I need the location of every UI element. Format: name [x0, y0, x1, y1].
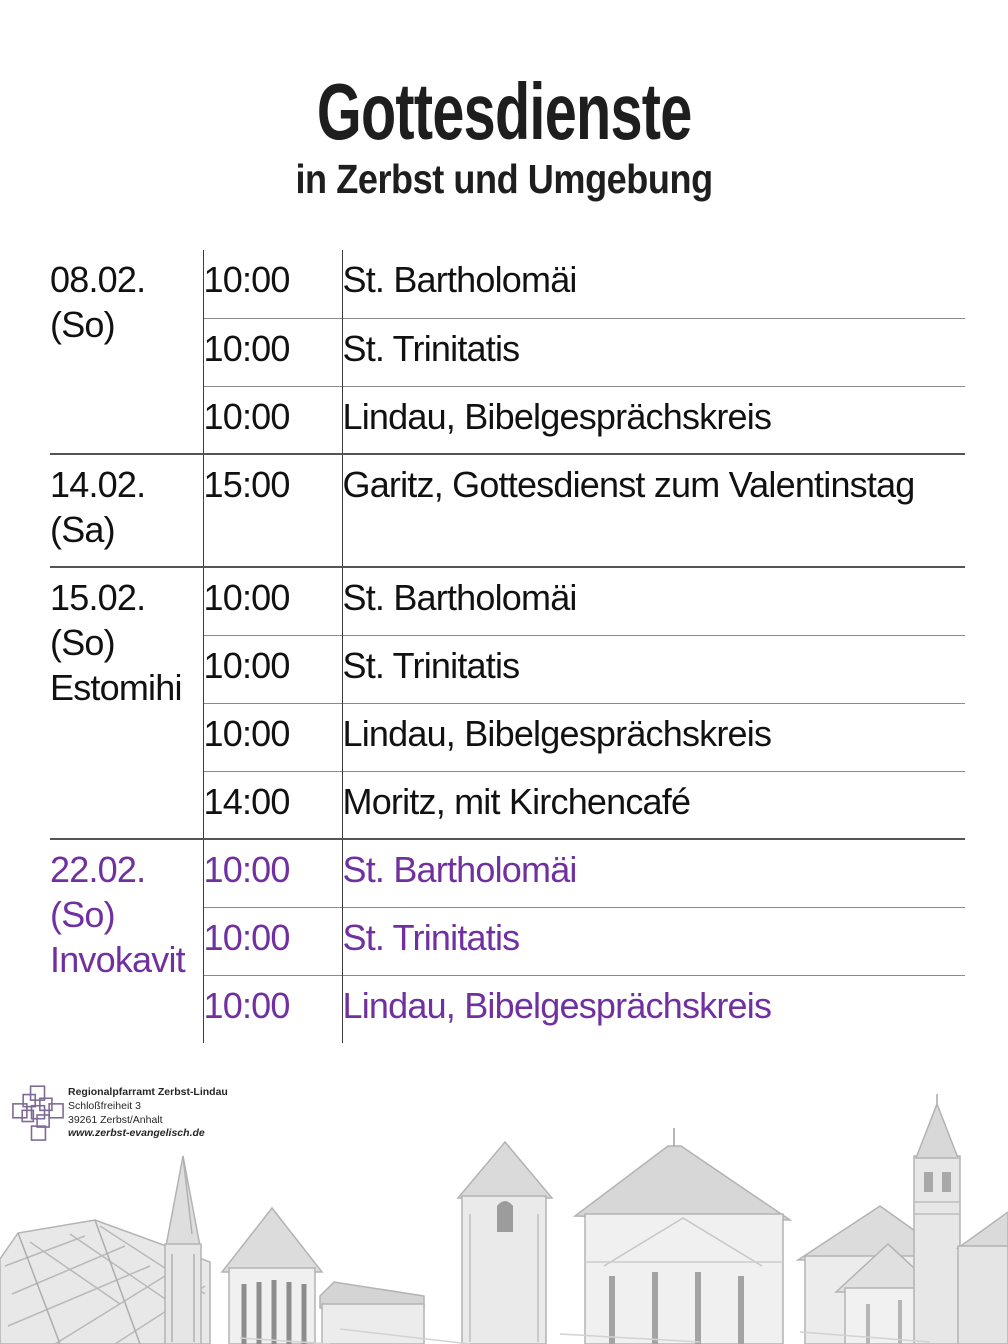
time-cell: 10:00 — [203, 250, 342, 318]
location-cell: Lindau, Bibelgesprächskreis — [342, 975, 965, 1043]
schedule-row — [50, 454, 965, 567]
location-cell: Lindau, Bibelgesprächskreis — [342, 703, 965, 771]
time-cell: 14:00 — [203, 771, 342, 839]
page-title-text: Gottesdienste — [316, 67, 692, 156]
time-cell: 10:00 — [203, 386, 342, 454]
date-cell — [50, 250, 203, 454]
weekday-label: (So) — [50, 894, 115, 935]
town-sketch-image — [0, 1094, 1008, 1344]
location-cell: St. Bartholomäi — [342, 839, 965, 907]
time-cell: 10:00 — [203, 703, 342, 771]
time-cell: 10:00 — [203, 907, 342, 975]
street-address: Schloßfreiheit 3 — [68, 1099, 141, 1112]
date-cell — [50, 567, 203, 839]
weekday-label: (Sa) — [50, 509, 115, 550]
weekday-label: (So) — [50, 622, 115, 663]
schedule-row — [50, 839, 965, 907]
time-cell: 10:00 — [203, 975, 342, 1043]
date-label: 22.02. — [50, 849, 146, 890]
location-cell: St. Bartholomäi — [342, 259, 577, 300]
page-subtitle — [0, 156, 1008, 203]
schedule-table-body — [50, 250, 965, 1043]
feast-label: Estomihi — [50, 667, 182, 708]
date-label: 15.02. — [50, 577, 146, 618]
city-address: 39261 Zerbst/Anhalt — [68, 1113, 163, 1126]
location-cell: Moritz, mit Kirchencafé — [342, 771, 965, 839]
time-cell: 10:00 — [203, 318, 342, 386]
schedule-row — [50, 567, 965, 635]
date-cell — [50, 454, 203, 567]
page-title — [0, 66, 1008, 158]
location-cell: St. Trinitatis — [342, 907, 965, 975]
location-cell: St. Bartholomäi — [342, 567, 965, 635]
weekday-label: (So) — [50, 304, 115, 345]
time-cell: 10:00 — [203, 635, 342, 703]
time-cell: 10:00 — [203, 839, 342, 907]
schedule-row — [50, 250, 965, 318]
date-label: 14.02. — [50, 464, 146, 505]
location-cell: St. Trinitatis — [342, 635, 965, 703]
website-url: www.zerbst-evangelisch.de — [68, 1127, 205, 1140]
time-cell: 10:00 — [203, 567, 342, 635]
location-cell: Garitz, Gottesdienst zum Valentinstag — [342, 454, 965, 567]
feast-label: Invokavit — [50, 939, 185, 980]
date-label: 08.02. — [50, 259, 146, 300]
location-cell: St. Trinitatis — [342, 318, 965, 386]
location-cell: Lindau, Bibelgesprächskreis — [342, 386, 965, 454]
schedule-table — [50, 250, 965, 1043]
organization-name: Regionalpfarramt Zerbst-Lindau — [68, 1086, 228, 1098]
date-cell — [50, 839, 203, 1043]
page-subtitle-text: in Zerbst und Umgebung — [295, 156, 713, 202]
time-cell: 15:00 — [203, 454, 342, 567]
